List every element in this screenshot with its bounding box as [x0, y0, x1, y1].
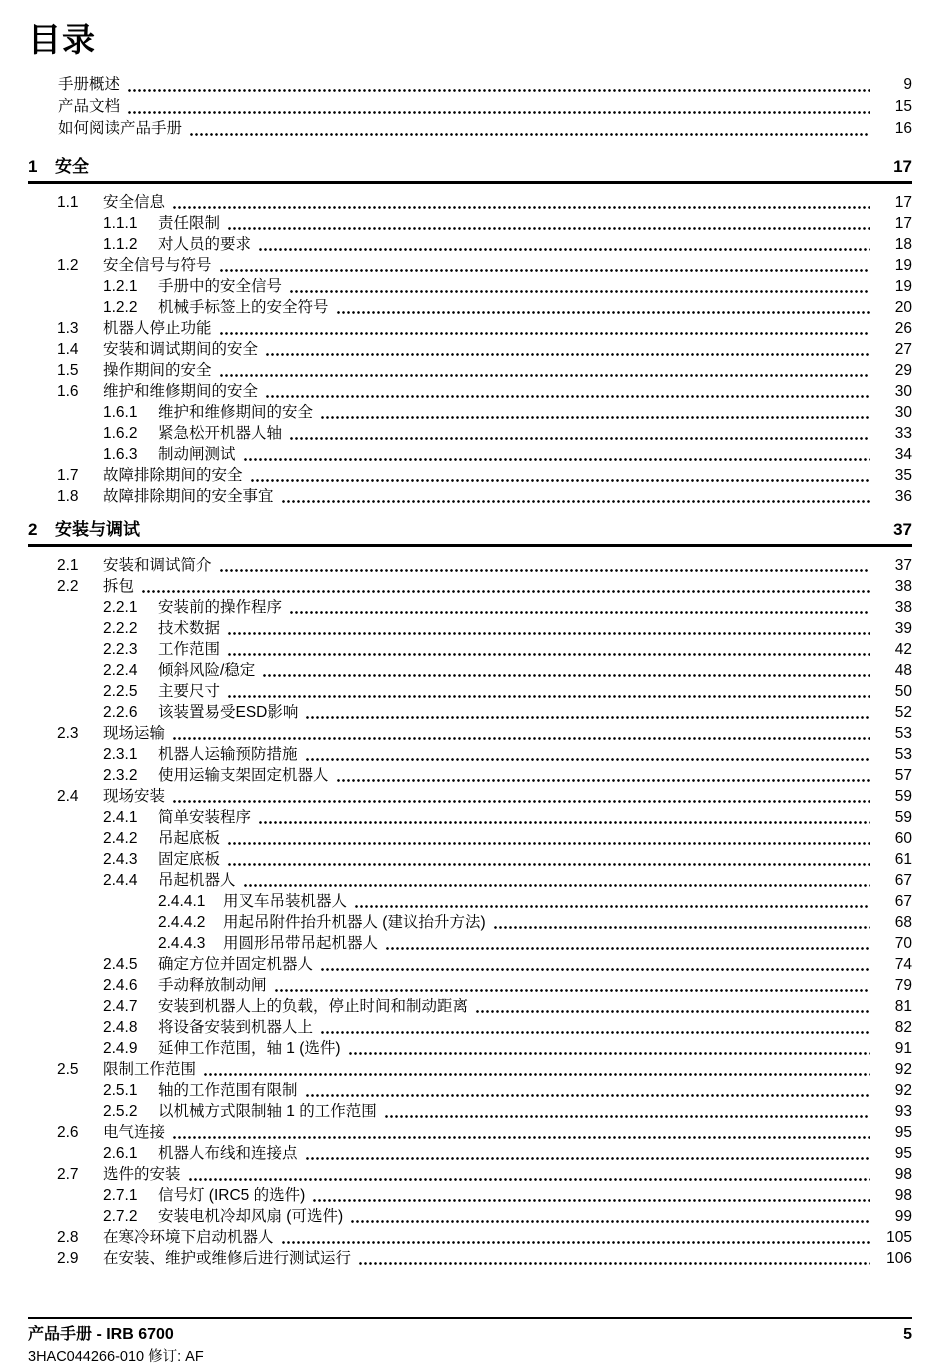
dot-leader	[219, 569, 870, 572]
toc-entry-label: 确定方位并固定机器人	[158, 956, 314, 973]
toc-entry-number: 1.8	[57, 488, 79, 505]
page-title: 目录	[28, 21, 96, 58]
toc-chapter-heading[interactable]	[28, 157, 912, 184]
toc-entry-number: 1.2.2	[103, 299, 138, 316]
dot-leader	[189, 133, 870, 136]
toc-entry-page: 33	[894, 425, 912, 442]
toc-entry-number: 1.2	[57, 257, 79, 274]
dot-leader	[289, 611, 870, 614]
toc-entry-label: 如何阅读产品手册	[58, 120, 183, 137]
dot-leader	[336, 779, 870, 782]
toc-entry-page: 91	[894, 1040, 912, 1057]
toc-entry-label: 安装和调试期间的安全	[103, 341, 259, 358]
toc-entry-page: 38	[894, 599, 912, 616]
chapter-section	[28, 520, 912, 1269]
toc-entry-label: 吊起机器人	[158, 872, 236, 889]
toc-entry-page: 53	[894, 725, 912, 742]
toc-entry[interactable]	[28, 74, 912, 96]
dot-leader	[203, 1073, 870, 1076]
toc-entry-number: 2.3	[57, 725, 79, 742]
toc-entry-number: 2.2.4	[103, 662, 138, 679]
dot-leader	[243, 458, 870, 461]
toc-entry[interactable]	[28, 828, 912, 849]
toc-entry-number: 2.5.2	[103, 1103, 138, 1120]
toc-entry-page: 79	[894, 977, 912, 994]
toc-entry[interactable]	[28, 975, 912, 996]
dot-leader	[350, 1220, 870, 1223]
toc-entry-number: 2.8	[57, 1229, 79, 1246]
dot-leader	[289, 437, 870, 440]
dot-leader	[358, 1262, 870, 1265]
footer-page-number: 5	[903, 1326, 912, 1343]
toc-entry[interactable]	[28, 891, 912, 912]
toc-entry-number: 2.4.7	[103, 998, 138, 1015]
toc-entry-page: 35	[894, 467, 912, 484]
toc-entry[interactable]	[28, 597, 912, 618]
toc-entry-page: 37	[894, 557, 912, 574]
toc-entry[interactable]	[28, 1248, 912, 1269]
toc-entry[interactable]	[28, 1206, 912, 1227]
dot-leader	[172, 1136, 870, 1139]
toc-entry-number: 2.2.1	[103, 599, 138, 616]
toc-entry-label: 安全信号与符号	[103, 257, 212, 274]
toc-entry-label: 用圆形吊带吊起机器人	[223, 935, 379, 952]
toc-entry-number: 1.6	[57, 383, 79, 400]
toc-entry-number: 2.3.2	[103, 767, 138, 784]
toc-entry-label: 操作期间的安全	[103, 362, 212, 379]
toc-entry[interactable]	[28, 807, 912, 828]
dot-leader	[336, 311, 870, 314]
toc-entry-page: 19	[894, 257, 912, 274]
dot-leader	[274, 989, 870, 992]
toc-entry[interactable]	[28, 996, 912, 1017]
dot-leader	[475, 1010, 870, 1013]
toc-entry[interactable]	[28, 1017, 912, 1038]
dot-leader	[227, 653, 870, 656]
footer-doc-id: 3HAC044266-010 修订: AF	[28, 1349, 204, 1365]
toc-entry-number: 2.4.5	[103, 956, 138, 973]
dot-leader	[289, 290, 870, 293]
toc-entry-label: 安装前的操作程序	[158, 599, 283, 616]
dot-leader	[385, 947, 870, 950]
dot-leader	[265, 395, 870, 398]
toc-entry-page: 99	[894, 1208, 912, 1225]
toc-entry-number: 2.4.3	[103, 851, 138, 868]
toc-entry-page: 50	[894, 683, 912, 700]
toc-entry[interactable]	[28, 786, 912, 807]
toc-entry-number: 1.2.1	[103, 278, 138, 295]
toc-entry[interactable]	[28, 297, 912, 318]
toc-entry-label: 用起吊附件抬升机器人 (建议抬升方法)	[223, 914, 486, 931]
toc-entry-label: 主要尺寸	[158, 683, 221, 700]
toc-entry-label: 制动闸测试	[158, 446, 236, 463]
toc-entry-label: 现场运输	[103, 725, 166, 742]
toc-entry-page: 38	[894, 578, 912, 595]
toc-entry[interactable]	[28, 486, 912, 507]
toc-entry-number: 1.3	[57, 320, 79, 337]
toc-entry-label: 安装和调试简介	[103, 557, 212, 574]
toc-entry-number: 2.2.6	[103, 704, 138, 721]
toc-entry-number: 2.5	[57, 1061, 79, 1078]
toc-entry-page: 42	[894, 641, 912, 658]
toc-entry-number: 1.1.2	[103, 236, 138, 253]
toc-entry[interactable]	[28, 555, 912, 576]
toc-entry-number: 1.7	[57, 467, 79, 484]
toc-entry-number: 1.5	[57, 362, 79, 379]
chapter-list	[28, 157, 912, 1269]
toc-entry-number: 2.5.1	[103, 1082, 138, 1099]
toc-entry[interactable]	[28, 1080, 912, 1101]
toc-chapter-heading[interactable]	[28, 520, 912, 547]
toc-entry-number: 2.9	[57, 1250, 79, 1267]
dot-leader	[127, 111, 870, 114]
page-footer	[28, 1317, 912, 1365]
chapter-number: 2	[28, 520, 38, 539]
toc-entry-number: 2.6	[57, 1124, 79, 1141]
chapter-section	[28, 157, 912, 507]
toc-entry-page: 36	[894, 488, 912, 505]
dot-leader	[258, 821, 870, 824]
toc-entry[interactable]	[28, 339, 912, 360]
toc-entry-label: 以机械方式限制轴 1 的工作范围	[158, 1103, 377, 1120]
toc-entry[interactable]	[28, 702, 912, 723]
toc-entry-page: 60	[894, 830, 912, 847]
toc-entry[interactable]	[28, 765, 912, 786]
toc-entry[interactable]	[28, 1101, 912, 1122]
dot-leader	[227, 227, 870, 230]
toc-entry-number: 2.4.4.2	[158, 914, 206, 931]
toc-entry[interactable]	[28, 744, 912, 765]
dot-leader	[305, 716, 870, 719]
dot-leader	[172, 800, 870, 803]
toc-entry-number: 2.6.1	[103, 1145, 138, 1162]
chapter-entries	[28, 555, 912, 1269]
toc-entry-number: 2.1	[57, 557, 79, 574]
toc-entry-page: 52	[894, 704, 912, 721]
dot-leader	[219, 269, 870, 272]
toc-entry[interactable]	[28, 660, 912, 681]
toc-entry[interactable]	[28, 639, 912, 660]
toc-entry-page: 81	[894, 998, 912, 1015]
toc-entry-number: 1.1	[57, 194, 79, 211]
toc-entry[interactable]	[28, 402, 912, 423]
toc-entry-page: 74	[894, 956, 912, 973]
toc-entry-label: 固定底板	[158, 851, 221, 868]
toc-entry[interactable]	[28, 96, 912, 118]
toc-entry-label: 维护和维修期间的安全	[103, 383, 259, 400]
toc-page	[28, 0, 912, 1269]
toc-entry-page: 59	[894, 809, 912, 826]
toc-entry-page: 27	[894, 341, 912, 358]
toc-entry-label: 故障排除期间的安全	[103, 467, 243, 484]
dot-leader	[262, 674, 870, 677]
toc-entry-label: 限制工作范围	[103, 1061, 197, 1078]
chapter-page: 37	[893, 520, 912, 539]
toc-entry-label: 选件的安装	[103, 1166, 181, 1183]
toc-entry-label: 在安装、维护或维修后进行测试运行	[103, 1250, 352, 1267]
toc-entry[interactable]	[28, 912, 912, 933]
dot-leader	[227, 842, 870, 845]
toc-entry-label: 拆包	[103, 578, 135, 595]
toc-entry-page: 57	[894, 767, 912, 784]
toc-entry[interactable]	[28, 723, 912, 744]
dot-leader	[227, 863, 870, 866]
toc-entry-page: 92	[894, 1061, 912, 1078]
toc-entry[interactable]	[28, 681, 912, 702]
toc-entry-number: 2.7.1	[103, 1187, 138, 1204]
toc-entry[interactable]	[28, 849, 912, 870]
toc-entry-label: 将设备安装到机器人上	[158, 1019, 314, 1036]
toc-entry-number: 1.6.2	[103, 425, 138, 442]
toc-entry-page: 18	[894, 236, 912, 253]
toc-entry[interactable]	[28, 1185, 912, 1206]
toc-entry[interactable]	[28, 933, 912, 954]
toc-entry-page: 17	[894, 215, 912, 232]
toc-entry-page: 30	[894, 404, 912, 421]
toc-entry[interactable]	[28, 192, 912, 213]
toc-entry-label: 使用运输支架固定机器人	[158, 767, 329, 784]
toc-entry-page: 15	[894, 98, 912, 115]
toc-entry-label: 工作范围	[158, 641, 221, 658]
toc-entry-label: 机器人停止功能	[103, 320, 212, 337]
toc-entry-label: 安全信息	[103, 194, 166, 211]
dot-leader	[320, 968, 870, 971]
toc-entry-number: 2.4.6	[103, 977, 138, 994]
toc-entry-page: 26	[894, 320, 912, 337]
toc-entry-label: 紧急松开机器人轴	[158, 425, 283, 442]
toc-entry-number: 2.4.9	[103, 1040, 138, 1057]
toc-entry-label: 倾斜风险/稳定	[158, 662, 256, 679]
toc-entry-label: 吊起底板	[158, 830, 221, 847]
toc-entry-label: 技术数据	[158, 620, 221, 637]
toc-entry-page: 19	[894, 278, 912, 295]
toc-entry-page: 95	[894, 1145, 912, 1162]
toc-entry-label: 机器人布线和连接点	[158, 1145, 298, 1162]
toc-entry-page: 67	[894, 893, 912, 910]
toc-entry[interactable]	[28, 360, 912, 381]
chapter-title: 安装与调试	[55, 520, 140, 539]
toc-entry[interactable]	[28, 423, 912, 444]
toc-entry-number: 2.2.3	[103, 641, 138, 658]
toc-entry-number: 2.4.4	[103, 872, 138, 889]
toc-entry-page: 16	[894, 120, 912, 137]
toc-entry[interactable]	[28, 1122, 912, 1143]
toc-entry[interactable]	[28, 318, 912, 339]
chapter-title: 安全	[55, 157, 89, 176]
toc-entry-number: 2.7	[57, 1166, 79, 1183]
dot-leader	[243, 884, 870, 887]
toc-entry-page: 17	[894, 194, 912, 211]
toc-entry-page: 34	[894, 446, 912, 463]
toc-entry-label: 责任限制	[158, 215, 221, 232]
toc-entry-page: 39	[894, 620, 912, 637]
toc-entry-label: 机械手标签上的安全符号	[158, 299, 329, 316]
toc-entry-page: 92	[894, 1082, 912, 1099]
toc-entry-label: 电气连接	[103, 1124, 166, 1141]
dot-leader	[265, 353, 870, 356]
toc-entry[interactable]	[28, 381, 912, 402]
toc-entry-label: 手册中的安全信号	[158, 278, 283, 295]
toc-entry-page: 67	[894, 872, 912, 889]
toc-entry-number: 1.6.1	[103, 404, 138, 421]
toc-entry[interactable]	[28, 118, 912, 140]
dot-leader	[258, 248, 870, 251]
toc-entry-number: 2.4.4.3	[158, 935, 206, 952]
toc-entry-number: 1.6.3	[103, 446, 138, 463]
toc-entry-label: 在寒冷环境下启动机器人	[103, 1229, 274, 1246]
chapter-entries	[28, 192, 912, 507]
toc-entry-number: 2.7.2	[103, 1208, 138, 1225]
dot-leader	[219, 374, 870, 377]
toc-entry-label: 机器人运输预防措施	[158, 746, 298, 763]
chapter-page: 17	[893, 157, 912, 176]
dot-leader	[172, 206, 870, 209]
toc-entry-label: 现场安装	[103, 788, 166, 805]
toc-entry-label: 故障排除期间的安全事宜	[103, 488, 274, 505]
toc-entry[interactable]	[28, 870, 912, 891]
toc-entry-label: 产品文档	[58, 98, 121, 115]
toc-entry-page: 93	[894, 1103, 912, 1120]
toc-entry-page: 68	[894, 914, 912, 931]
toc-entry-label: 简单安装程序	[158, 809, 252, 826]
dot-leader	[320, 1031, 870, 1034]
dot-leader	[320, 416, 870, 419]
toc-entry[interactable]	[28, 954, 912, 975]
toc-entry-number: 2.4	[57, 788, 79, 805]
toc-entry-page: 98	[894, 1187, 912, 1204]
dot-leader	[188, 1178, 870, 1181]
toc-entry-label: 维护和维修期间的安全	[158, 404, 314, 421]
toc-entry-label: 手册概述	[58, 76, 121, 93]
dot-leader	[141, 590, 870, 593]
toc-entry[interactable]	[28, 213, 912, 234]
footer-doc-title: 产品手册 - IRB 6700	[28, 1326, 174, 1343]
toc-entry-page: 106	[886, 1250, 912, 1267]
dot-leader	[305, 758, 870, 761]
toc-entry-number: 2.4.2	[103, 830, 138, 847]
toc-entry-page: 59	[894, 788, 912, 805]
dot-leader	[348, 1052, 870, 1055]
dot-leader	[281, 500, 870, 503]
toc-entry[interactable]	[28, 444, 912, 465]
front-matter-list	[28, 74, 912, 140]
toc-entry-page: 53	[894, 746, 912, 763]
toc-entry-page: 61	[894, 851, 912, 868]
toc-entry-page: 30	[894, 383, 912, 400]
toc-entry-label: 该装置易受ESD影响	[158, 704, 299, 721]
dot-leader	[250, 479, 870, 482]
dot-leader	[354, 905, 870, 908]
toc-entry-label: 轴的工作范围有限制	[158, 1082, 298, 1099]
dot-leader	[172, 737, 870, 740]
toc-entry[interactable]	[28, 618, 912, 639]
toc-entry-number: 2.2.2	[103, 620, 138, 637]
toc-entry-page: 29	[894, 362, 912, 379]
toc-entry-page: 98	[894, 1166, 912, 1183]
dot-leader	[127, 89, 870, 92]
toc-entry-number: 1.1.1	[103, 215, 138, 232]
toc-entry[interactable]	[28, 576, 912, 597]
dot-leader	[312, 1199, 870, 1202]
toc-entry-label: 对人员的要求	[158, 236, 252, 253]
toc-entry[interactable]	[28, 465, 912, 486]
toc-entry-label: 信号灯 (IRC5 的选件)	[158, 1187, 306, 1204]
dot-leader	[281, 1241, 870, 1244]
toc-entry[interactable]	[28, 1059, 912, 1080]
toc-entry-number: 2.3.1	[103, 746, 138, 763]
toc-entry-number: 2.4.4.1	[158, 893, 206, 910]
dot-leader	[384, 1115, 870, 1118]
toc-entry[interactable]	[28, 1143, 912, 1164]
toc-entry-number: 2.2	[57, 578, 79, 595]
toc-entry[interactable]	[28, 234, 912, 255]
toc-entry[interactable]	[28, 1164, 912, 1185]
toc-entry-label: 手动释放制动闸	[158, 977, 267, 994]
toc-entry-page: 20	[894, 299, 912, 316]
dot-leader	[305, 1157, 870, 1160]
toc-entry[interactable]	[28, 1038, 912, 1059]
toc-entry-page: 70	[894, 935, 912, 952]
toc-entry[interactable]	[28, 276, 912, 297]
toc-entry-page: 9	[903, 76, 912, 93]
toc-entry-page: 48	[894, 662, 912, 679]
dot-leader	[227, 695, 870, 698]
toc-entry-label: 安装到机器人上的负载，停止时间和制动距离	[158, 998, 469, 1015]
toc-entry-page: 82	[894, 1019, 912, 1036]
toc-entry-page: 95	[894, 1124, 912, 1141]
toc-entry[interactable]	[28, 255, 912, 276]
dot-leader	[493, 926, 870, 929]
chapter-number: 1	[28, 157, 38, 176]
toc-entry[interactable]	[28, 1227, 912, 1248]
dot-leader	[219, 332, 870, 335]
toc-entry-number: 2.4.8	[103, 1019, 138, 1036]
toc-entry-number: 2.4.1	[103, 809, 138, 826]
toc-entry-number: 2.2.5	[103, 683, 138, 700]
toc-entry-label: 安装电机冷却风扇 (可选件)	[158, 1208, 344, 1225]
toc-entry-number: 1.4	[57, 341, 79, 358]
dot-leader	[305, 1094, 870, 1097]
dot-leader	[227, 632, 870, 635]
toc-entry-label: 延伸工作范围，轴 1 (选件)	[158, 1040, 341, 1057]
toc-entry-label: 用叉车吊装机器人	[223, 893, 348, 910]
toc-entry-page: 105	[886, 1229, 912, 1246]
